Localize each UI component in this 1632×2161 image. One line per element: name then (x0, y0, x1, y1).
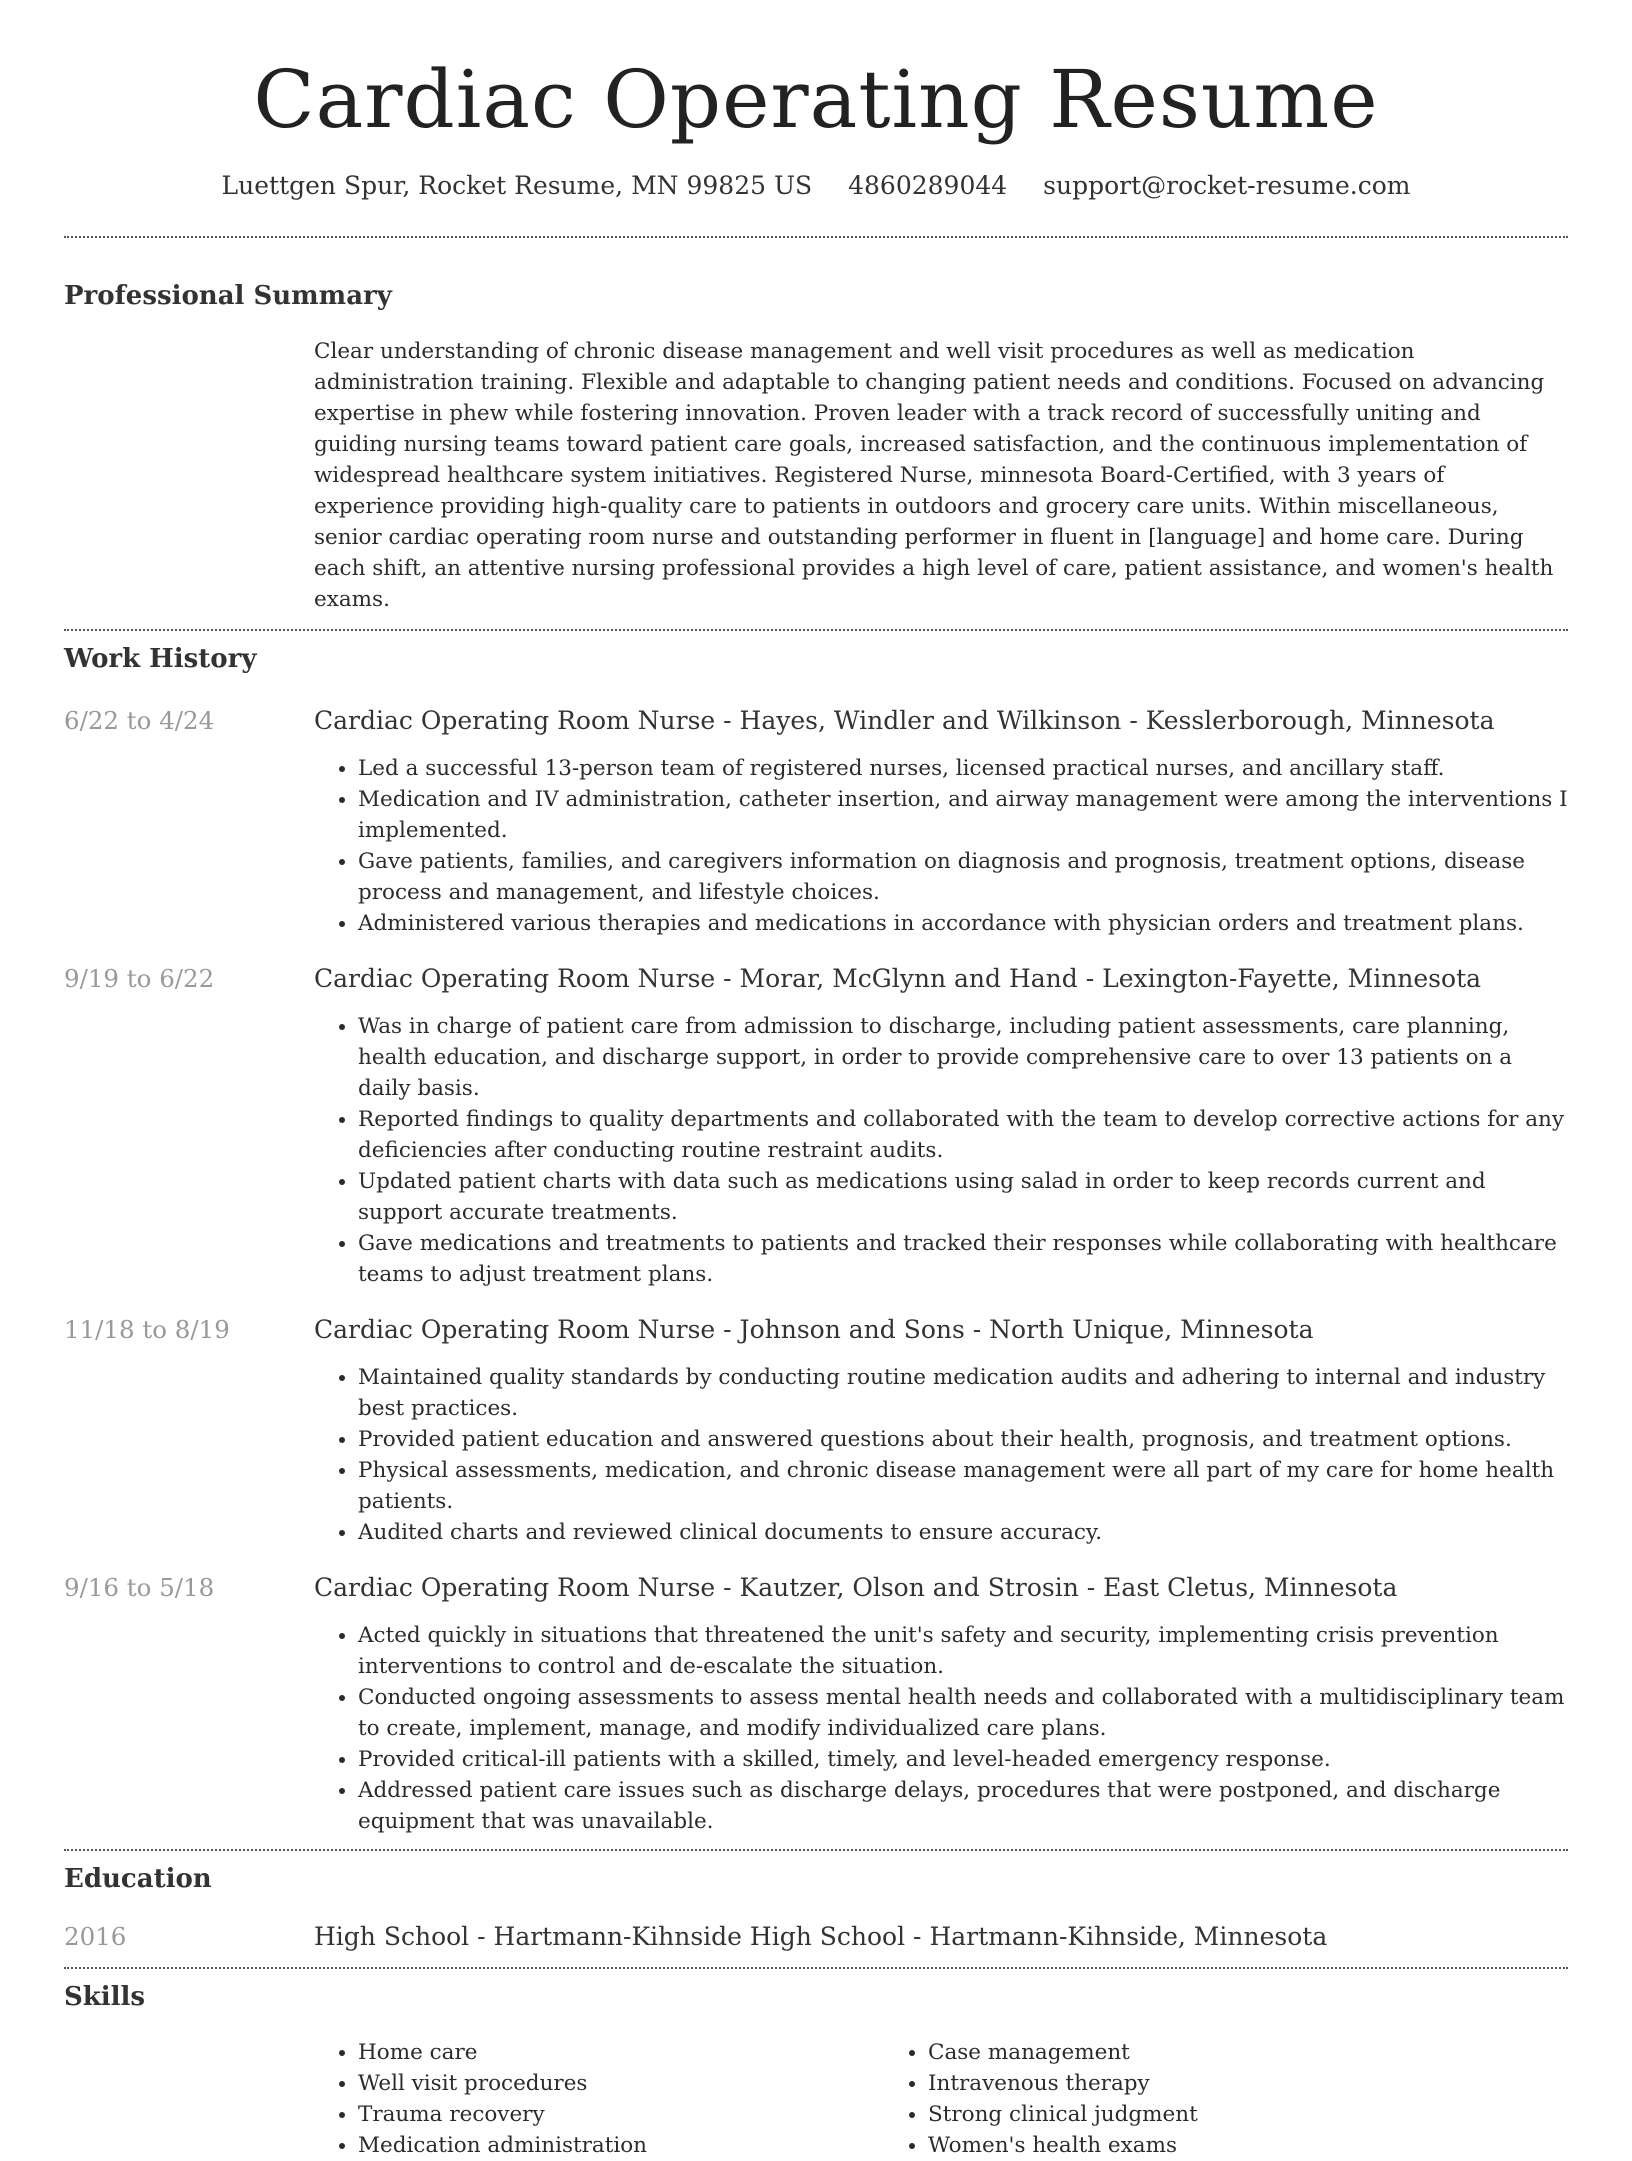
job-entry (64, 1572, 1568, 1849)
job-bullet: • Physical assessments, medication, and chronic disease management were all part of my care for home health patients. (358, 1455, 1568, 1517)
job-bullet: • Gave medications and treatments to patients and tracked their responses while collaborating with healthcare teams to adjust treatment plans. (358, 1228, 1568, 1290)
job-content (314, 1314, 1568, 1548)
section-title-skills: Skills (64, 1982, 146, 2012)
job-entry (64, 1314, 1568, 1548)
job-bullet: • Conducted ongoing assessments to assess mental health needs and collaborated with a multidisciplinary team to create, implement, manage, and modify individualized care plans. (358, 1682, 1568, 1744)
job-bullet: • Maintained quality standards by conducting routine medication audits and adhering to internal and industry best practices. (358, 1362, 1568, 1424)
job-heading: Cardiac Operating Room Nurse - Hayes, Windler and Wilkinson - Kesslerborough, Minnesota (314, 706, 1495, 735)
job-entry (64, 705, 1568, 939)
job-bullet: • Provided patient education and answered questions about their health, prognosis, and treatment options. (358, 1424, 1568, 1455)
job-content (314, 705, 1568, 939)
job-bullets (314, 753, 1568, 939)
job-bullet: • Reported findings to quality departments and collaborated with the team to develop corrective actions for any deficiencies after conducting routine restraint audits. (358, 1104, 1568, 1166)
job-bullets (314, 1362, 1568, 1548)
job-bullet: • Administered various therapies and medications in accordance with physician orders and treatment plans. (358, 908, 1568, 939)
job-bullet: • Was in charge of patient care from admission to discharge, including patient assessments, care planning, health education, and discharge support, in order to provide comprehensive care to over 13 patients on a daily basis. (358, 1011, 1568, 1104)
job-content (314, 963, 1568, 1290)
divider (64, 1849, 1568, 1851)
skill-item: • Trauma recovery (358, 2099, 884, 2130)
education-dates: 2016 (64, 1922, 127, 1951)
skills-column-left (314, 2037, 884, 2161)
contact-email: support@rocket-resume.com (1043, 171, 1411, 200)
job-bullet: • Gave patients, families, and caregivers information on diagnosis and prognosis, treatment options, disease process and management, and lifestyle choices. (358, 846, 1568, 908)
skills-column-right (884, 2037, 1454, 2161)
job-heading: Cardiac Operating Room Nurse - Kautzer, Olson and Strosin - East Cletus, Minnesota (314, 1573, 1398, 1602)
job-bullets (314, 1620, 1568, 1837)
skill-item: • Strong clinical judgment (928, 2099, 1454, 2130)
job-dates: 11/18 to 8/19 (64, 1315, 230, 1344)
skill-item: • Women's health exams (928, 2130, 1454, 2161)
job-content (314, 1572, 1568, 1849)
job-bullet: • Audited charts and reviewed clinical documents to ensure accuracy. (358, 1517, 1568, 1548)
contact-phone: 4860289044 (848, 171, 1008, 200)
divider (64, 236, 1568, 238)
job-dates: 9/16 to 5/18 (64, 1573, 215, 1602)
skill-item: • Home care (358, 2037, 884, 2068)
education-heading: High School - Hartmann-Kihnside High School - Hartmann-Kihnside, Minnesota (314, 1922, 1328, 1951)
job-heading: Cardiac Operating Room Nurse - Johnson and Sons - North Unique, Minnesota (314, 1315, 1314, 1344)
job-bullets (314, 1011, 1568, 1290)
section-title-education: Education (64, 1864, 212, 1894)
job-dates: 6/22 to 4/24 (64, 706, 215, 735)
job-entry (64, 963, 1568, 1290)
job-bullet: • Provided critical-ill patients with a skilled, timely, and level-headed emergency response. (358, 1744, 1568, 1775)
skills-list (314, 2037, 1568, 2161)
education-entry (64, 1921, 1568, 1953)
contact-line (64, 170, 1568, 202)
job-dates: 9/19 to 6/22 (64, 964, 215, 993)
skill-item: • Intravenous therapy (928, 2068, 1454, 2099)
summary-text: Clear understanding of chronic disease management and well visit procedures as well as medication administration training. Flexible and adaptable to changing patient needs and conditions. Focused on advancing expertise in phew while fostering innovation. Proven leader with a track record of successfully uniting and guiding nursing teams toward patient care goals, increased satisfaction, and the continuous implementation of widespread healthcare system initiatives. Registered Nurse, minnesota Board-Certified, with 3 years of experience providing high-quality care to patients in outdoors and grocery care units. Within miscellaneous, senior cardiac operating room nurse and outstanding performer in fluent in [language] and home care. During each shift, an attentive nursing professional provides a high level of care, patient assistance, and women's health exams. (314, 339, 1554, 612)
skill-item: • Case management (928, 2037, 1454, 2068)
section-title-summary: Professional Summary (64, 281, 392, 311)
job-bullet: • Led a successful 13-person team of registered nurses, licensed practical nurses, and ancillary staff. (358, 753, 1568, 784)
job-bullet: • Acted quickly in situations that threatened the unit's safety and security, implementing crisis prevention interventions to control and de-escalate the situation. (358, 1620, 1568, 1682)
job-bullet: • Updated patient charts with data such as medications using salad in order to keep records current and support accurate treatments. (358, 1166, 1568, 1228)
section-title-work-history: Work History (64, 644, 257, 674)
contact-address: Luettgen Spur, Rocket Resume, MN 99825 US (221, 171, 813, 200)
skill-item: • Medication administration (358, 2130, 884, 2161)
job-bullet: • Medication and IV administration, catheter insertion, and airway management were among the interventions I implemented. (358, 784, 1568, 846)
job-bullet: • Addressed patient care issues such as discharge delays, procedures that were postponed, and discharge equipment that was unavailable. (358, 1775, 1568, 1837)
divider (64, 1967, 1568, 1969)
skill-item: • Well visit procedures (358, 2068, 884, 2099)
job-heading: Cardiac Operating Room Nurse - Morar, McGlynn and Hand - Lexington-Fayette, Minnesota (314, 964, 1482, 993)
divider (64, 629, 1568, 631)
resume-title: Cardiac Operating Resume (253, 53, 1379, 146)
